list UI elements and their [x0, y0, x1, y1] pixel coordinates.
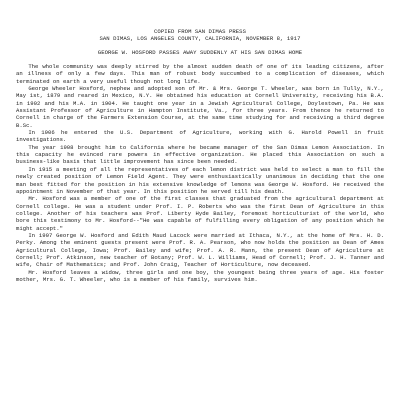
- paragraph: In 1907 George W. Hosford and Edith Maud Lacock were married at Ithaca, N.Y., at the home of Mrs. H. D. Perky. Among the eminent guests present were Prof. R. A. Pearson, who now holds the position as Dean of Ames Agricultural College, Iowa; Prof. Bailey and wife; Prof. A. R. Mann, the present Dean of Agriculture at Cornell; Prof. Atkinson, new teacher of Botany; Prof. W. L. Williams, Head of Cornell; Prof. J. H. Tanner and wife, Chair of Mathematics; and Prof. John Craig, Teacher of Horticulture, now deceased.: [16, 231, 384, 269]
- paragraph: The whole community was deeply stirred by the almost sudden death of one of its leading citizens, after an illness of only a few days. This man of robust body succumbed to a complication of diseases, which terminated on earth a very useful though not long life.: [16, 63, 384, 85]
- paragraph: George Wheeler Hosford, nephew and adopted son of Mr. & Mrs. George T. Wheeler, was born in Tully, N.Y., May 1st, 1879 and reared in Mexico, N.Y. He obtained his education at Cornell University, receiving his B.A. in 1902 and his M.A. in 1904. He taught one year in a Jewish Agricultural College, Doylestown, Pa. He was Assistant Professor of Agriculture in Hampton Institute, Va., for three years. From thence he returned to Cornell in charge of the Farmers Extension Course, at the same time studying for and receiving a third degree B.Sc.: [16, 85, 384, 129]
- headline: GEORGE W. HOSFORD PASSES AWAY SUDDENLY AT HIS SAN DIMAS HOME: [97, 49, 303, 56]
- paragraph: The year 1908 brought him to California where he became manager of the San Dimas Lemon Association. In this capacity he evinced rare powers in effective organization. He placed this Association on such a business-like basis that little improvement has since been needed.: [16, 143, 384, 166]
- paragraph: In 1906 he entered the U.S. Department of Agriculture, working with G. Harold Powell in fruit investigations.: [16, 129, 384, 144]
- paragraph: In 1915 a meeting of all the representatives of each lemon district was held to select a man to fill the newly created position of Lemon Field Agent. They were enthusiastically unanimous in deciding that the one man best fitted for the position in his extensive knowledge of lemons was George W. Hosford. He received the appointment in November of that year. In this position he served till his death.: [16, 165, 384, 195]
- paragraph: Mr. Hosford was a member of one of the first classes that graduated from the agricultural department at Cornell college. He was a student under Prof. I. P. Roberts who was the first Dean of Agriculture in this college. Another of his teachers was Prof. Liberty Hyde Bailey, foremost horticulturist of the world, who bore this testimony to Mr. Hosford--"He was capable of fulfilling every obligation of any position which he might accept.": [16, 195, 384, 232]
- source-line: COPIED FROM SAN DIMAS PRESS: [154, 28, 246, 35]
- dateline: SAN DIMAS, LOS ANGELES COUNTY, CALIFORNIA, NOVEMBER 8, 1917: [99, 35, 301, 42]
- paragraph: Mr. Hosford leaves a widow, three girls and one boy, the youngest being three years of age. His foster mother, Mrs. G. T. Wheeler, who is a member of his family, survives him.: [16, 268, 384, 283]
- article-body: [16, 63, 384, 283]
